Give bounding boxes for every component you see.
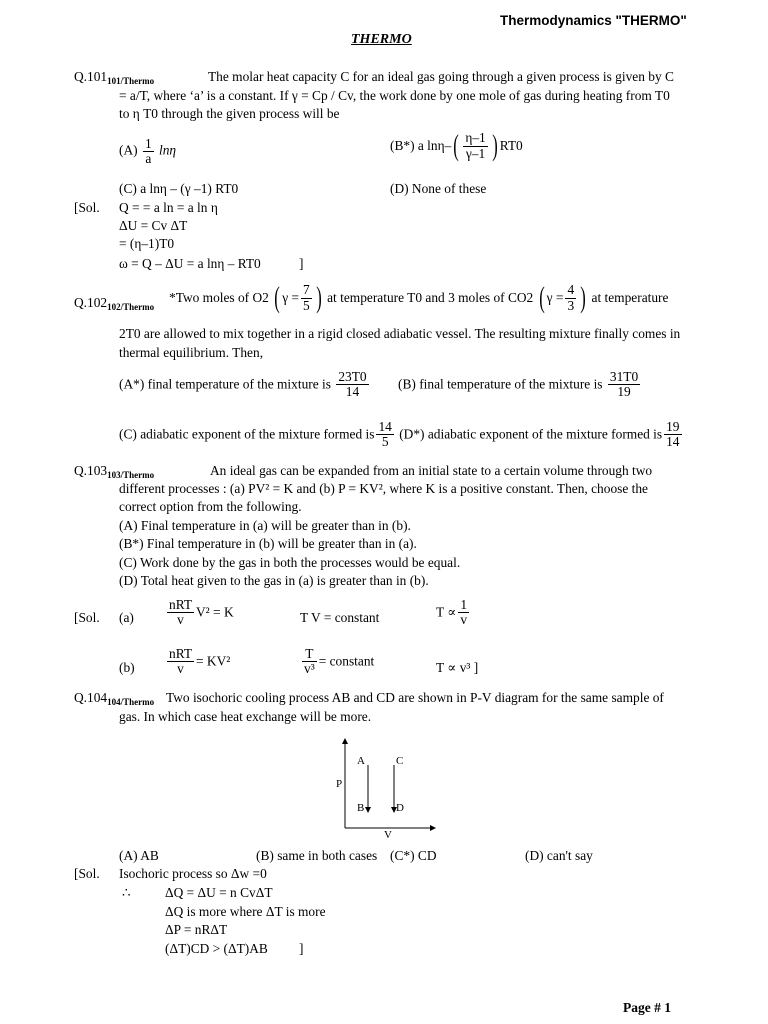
q103-sol-a-mid: T V = constant [300, 610, 380, 625]
q101-option-a: (A) $\frac{1}{a}$ lnη [119, 136, 177, 167]
q104-option-a: (A) AB [119, 848, 159, 863]
q104-sol-label: [Sol. [74, 866, 100, 881]
q101-sol-close: ] [299, 256, 304, 271]
q103-sol-a-label: (a) [119, 610, 134, 625]
q104-number: $Q.104_{104/Thermo}$ [74, 690, 155, 707]
q101-a-numerator: 1 [144, 136, 152, 151]
q101-sol-line2: ΔU = Cv ΔT [119, 218, 188, 233]
q103-sol-a-eq: $\frac{\text{nRT}}{v}$ V² = K [169, 597, 234, 628]
q101-option-b: (B*) a lnη–( $\frac{\eta-1}{\gamma-1}$ ) RT0 [390, 129, 523, 162]
q101-b-numerator: η–1 [465, 130, 486, 146]
q103-sol-b-prop: T ∝ v³ ] [436, 660, 479, 675]
q102-text-line2: 2T0 are allowed to mix together in a rigid closed adiabatic vessel. The resulting mixture finally comes in [119, 326, 681, 341]
q102-text-line3: thermal equilibrium. Then, [119, 345, 264, 360]
q103-sol-b-label: (b) [119, 660, 135, 675]
point-a-label: A [357, 755, 365, 767]
q102-option-d: (D*) adiabatic exponent of the mixture formed is [399, 426, 663, 442]
q101-sol-line1: Q = = a ln = a ln η [119, 200, 218, 215]
q101-sol-line3: = (η–1)T0 [119, 236, 175, 251]
q103-option-d: (D) Total heat given to the gas in (a) is greater than in (b). [119, 573, 429, 588]
q103-option-c: (C) Work done by the gas in both the processes would be equal. [119, 555, 461, 570]
q102-option-a: (A*) final temperature of the mixture is $\frac{23T0}{14}$ [119, 369, 367, 400]
q104-option-b: (B) same in both cases [256, 848, 378, 863]
q103-text-line1: An ideal gas can be expanded from an initial state to a certain volume through two [210, 463, 653, 478]
q104-sol-line2: ΔQ = ΔU = n CvΔT [165, 885, 273, 900]
point-b-label: B [357, 802, 365, 814]
q103-sol-a-prop: T ∝ $\frac{1}{v}$ [436, 597, 468, 628]
p-axis-label: P [336, 778, 343, 790]
q101-sol-line4: ω = Q – ΔU = a lnη – RT0 [119, 256, 261, 271]
q104-sol-line4: ΔP = nRΔT [165, 922, 228, 937]
q101-text-line2: = a/T, where ‘a’ is a constant. If γ = Cp / Cv, the work done by one mole of gas during heating from T0 [119, 88, 670, 103]
q102-text-line1: *Two moles of O2 ( γ = $\frac{7}{5}$ ) at temperature T0 and 3 moles of CO2 ( γ = $\frac{4}{3}$ ) at temperature [169, 281, 669, 314]
q102-option-c: (C) adiabatic exponent of the mixture formed is $\frac{14}{5}$ (D*) adiabatic exponent of the mixture formed is $\frac{19}{14}$ [119, 419, 680, 450]
page-number: Page # 1 [623, 1000, 671, 1015]
q101-text-line1: The molar heat capacity C for an ideal gas going through a given process is given by C [208, 69, 674, 84]
running-header: Thermodynamics "THERMO" [500, 13, 687, 28]
v-axis-label: V [384, 829, 392, 840]
q101-tag: 101/Thermo [107, 76, 155, 86]
q103-tag: 103/Thermo [107, 470, 155, 480]
q101-number: $Q.101_{101/Thermo}$ [74, 69, 155, 86]
q101-option-c: (C) a lnη – (γ –1) RT0 [119, 181, 239, 196]
q104-sol-line5: (ΔT)CD > (ΔT)AB [165, 941, 268, 956]
point-c-label: C [396, 755, 404, 767]
q103-sol-b-eq: $\frac{\text{nRT}}{v}$ = KV² [169, 646, 231, 677]
q103-text-line3: correct option from the following. [119, 499, 302, 514]
q104-option-d: (D) can't say [525, 848, 593, 863]
q104-option-c: (C*) CD [390, 848, 437, 863]
q103-text-line2: different processes : (a) PV² = K and (b) P = KV², where K is a positive constant. Then, choose the [119, 481, 649, 496]
q101-sol-label: [Sol. [74, 200, 100, 215]
q103-sol-label: [Sol. [74, 610, 100, 625]
q104-tag: 104/Thermo [107, 697, 155, 707]
q102-tag: 102/Thermo [107, 302, 155, 312]
q103-sol-b-mid: $\frac{T}{\text{v³}}$ = constant [304, 646, 375, 677]
q102-number: $Q.102_{102/Thermo}$ [74, 295, 155, 312]
q103-number: $Q.103_{103/Thermo}$ [74, 463, 155, 480]
q104-sol-line3: ΔQ is more where ΔT is more [165, 904, 326, 919]
q101-a-denominator: a [145, 151, 152, 167]
q102-option-b: (B) final temperature of the mixture is $\frac{31T0}{19}$ [398, 369, 639, 400]
q101-b-denominator: γ–1 [465, 145, 486, 161]
q104-sol-close: ] [299, 941, 304, 956]
q104-text-line2: gas. In which case heat exchange will be more. [119, 709, 372, 724]
pv-diagram [325, 735, 440, 840]
point-d-label: D [396, 802, 404, 814]
q101-text-line3: to η T0 through the given process will be [119, 106, 340, 121]
section-title: THERMO [351, 32, 412, 47]
q104-sol-line1: Isochoric process so Δw =0 [119, 866, 267, 881]
q103-option-b: (B*) Final temperature in (b) will be greater than in (a). [119, 536, 417, 551]
q101-option-d: (D) None of these [390, 181, 487, 196]
q103-option-a: (A) Final temperature in (a) will be greater than in (b). [119, 518, 411, 533]
therefore-symbol: ∴ [122, 885, 131, 900]
q104-text-line1: Two isochoric cooling process AB and CD are shown in P-V diagram for the same sample of [166, 690, 664, 705]
